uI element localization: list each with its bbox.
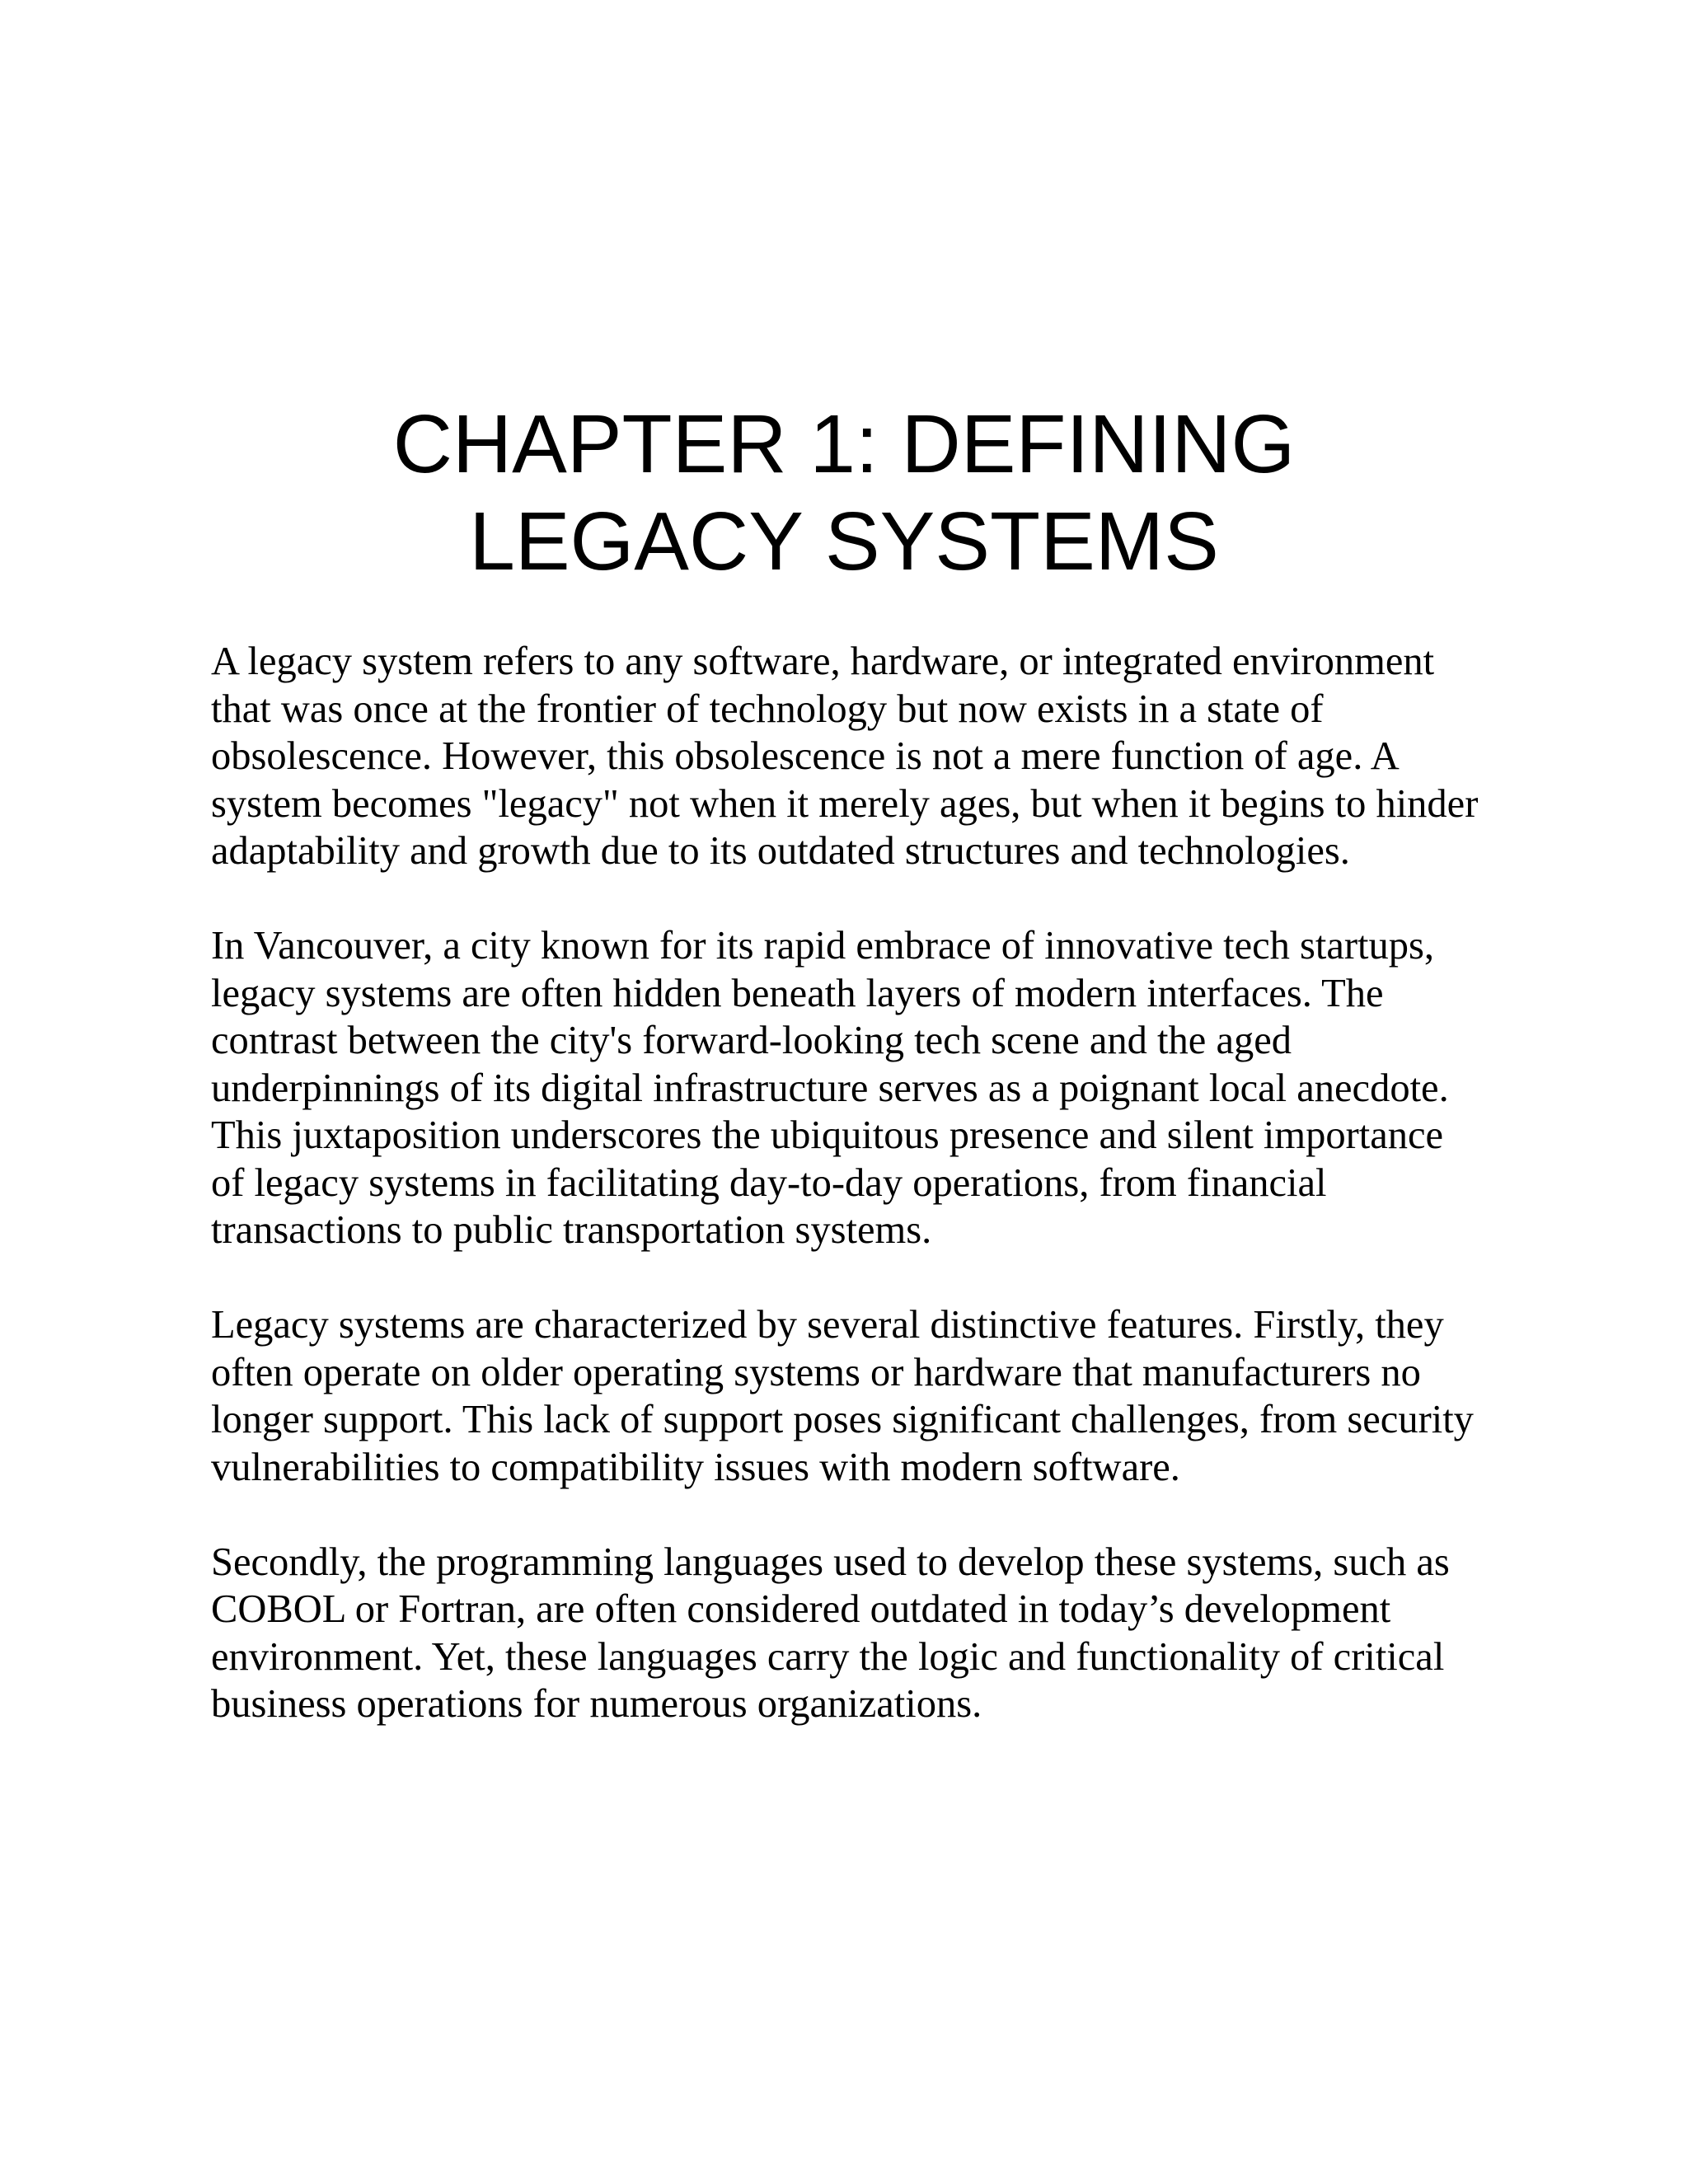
paragraph-characteristics: Legacy systems are characterized by several distinctive features. Firstly, they often operate on older operating systems or hardware that manufacturers no longer support. This lack of support poses significant challenges, from security vulnerabilities to compatibility issues with modern software. [211, 1303, 1474, 1489]
paragraph-languages: Secondly, the programming languages used to develop these systems, such as COBOL or Fortran, are often considered outdated in today’s development environment. Yet, these languages carry the logic and functionality of critical business operations for numerous organizations. [211, 1540, 1450, 1726]
chapter-title-line-2: LEGACY SYSTEMS [469, 495, 1219, 588]
chapter-title [211, 396, 1477, 590]
paragraph-definition: A legacy system refers to any software, hardware, or integrated environment that was once at the frontier of technology but now exists in a state of obsolescence. However, this obsolescence is not a mere function of age. A system becomes "legacy" not when it merely ages, but when it begins to hinder adaptability and growth due to its outdated structures and technologies. [211, 640, 1479, 873]
chapter-body [211, 638, 1480, 1728]
paragraph-vancouver: In Vancouver, a city known for its rapid embrace of innovative tech startups, legacy systems are often hidden beneath layers of modern interfaces. The contrast between the city's forward-looking tech scene and the aged underpinnings of its digital infrastructure serves as a poignant local anecdote. This juxtaposition underscores the ubiquitous presence and silent importance of legacy systems in facilitating day-to-day operations, from financial transactions to public transportation systems. [211, 924, 1449, 1252]
chapter-title-line-1: CHAPTER 1: DEFINING [392, 398, 1296, 490]
